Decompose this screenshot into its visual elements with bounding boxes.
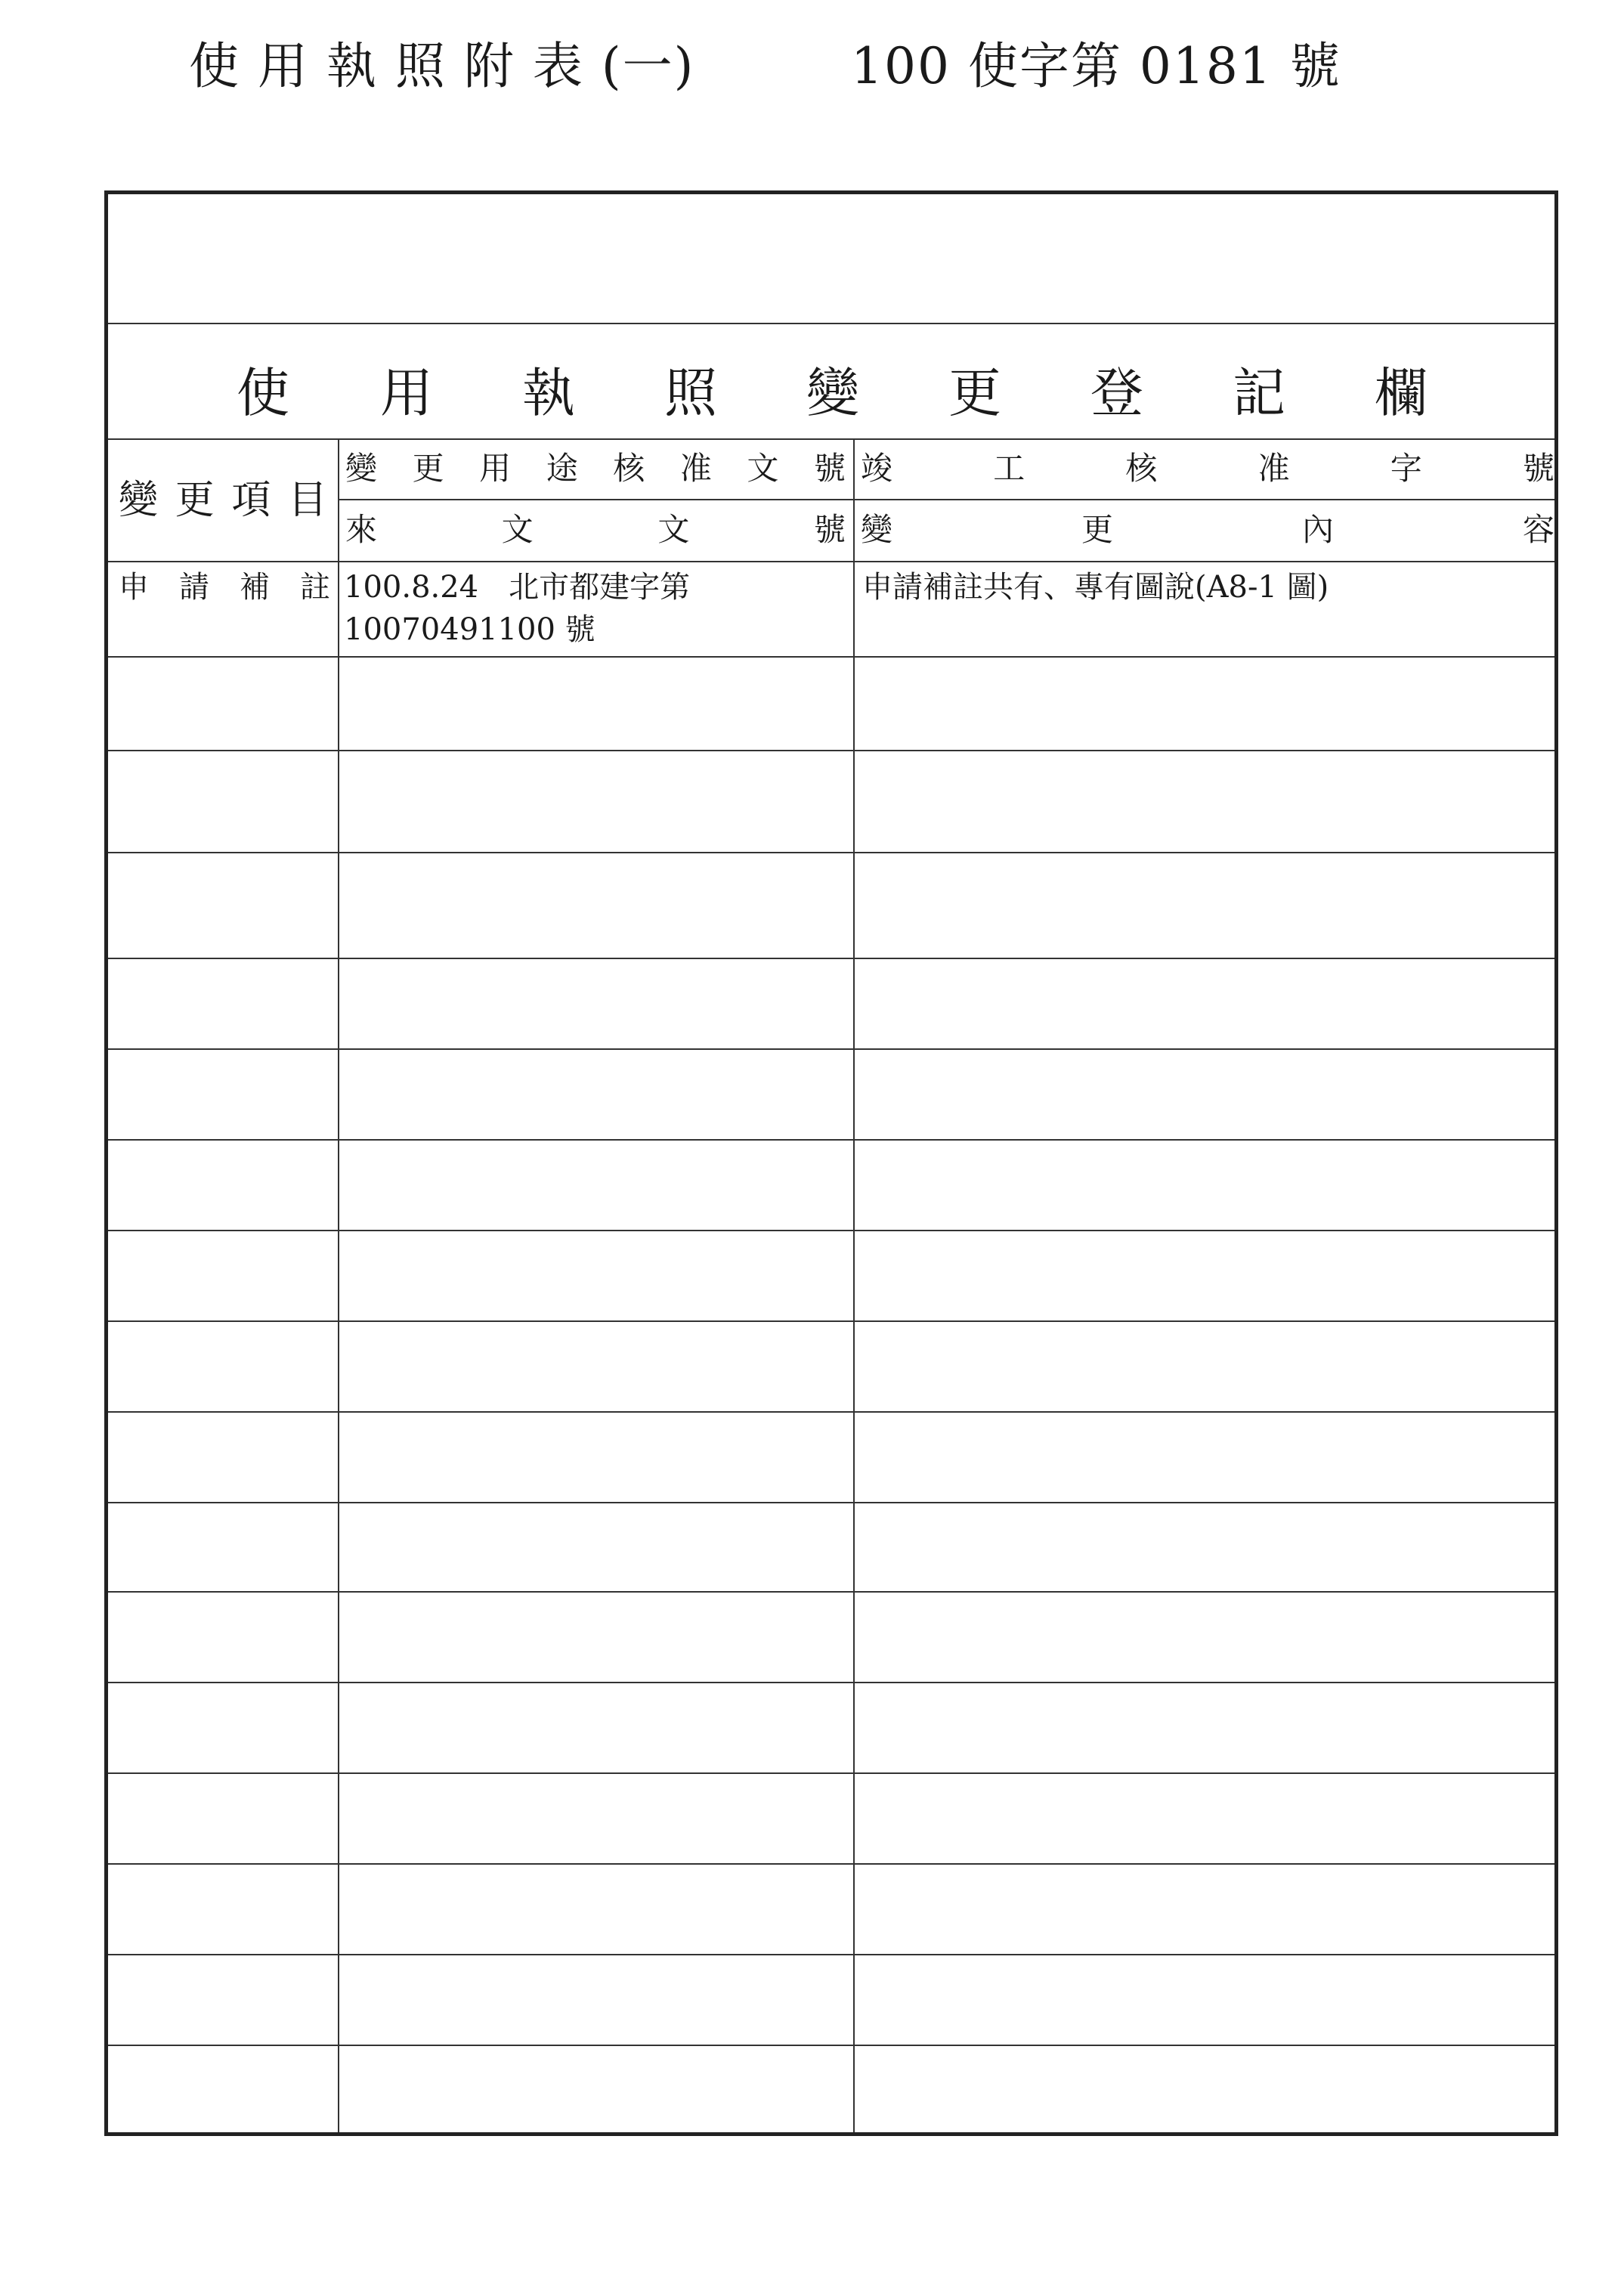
header-char: 途 xyxy=(546,450,578,487)
header-char: 文 xyxy=(501,511,534,548)
row-divider xyxy=(108,1954,1554,1955)
row-divider xyxy=(108,1682,1554,1683)
form-title-name: 使 用 執 照 附 表 (一) xyxy=(189,37,695,95)
header-char: 核 xyxy=(1125,450,1158,487)
subtitle-char: 執 xyxy=(522,362,575,424)
row-divider xyxy=(108,1411,1554,1413)
row-divider xyxy=(108,1320,1554,1322)
row-divider xyxy=(108,1502,1554,1503)
header-char: 來 xyxy=(345,511,378,548)
row-divider xyxy=(338,499,1554,500)
header-change-content xyxy=(861,509,1554,551)
row-divider xyxy=(108,1591,1554,1593)
row-divider xyxy=(108,750,1554,751)
header-change-item xyxy=(119,478,327,523)
header-incoming-doc xyxy=(345,509,846,551)
subtitle-char: 記 xyxy=(1233,362,1285,424)
entry-char: 註 xyxy=(300,570,330,605)
header-char: 竣 xyxy=(861,450,893,487)
subtitle-char: 欄 xyxy=(1375,362,1428,424)
subtitle-char: 變 xyxy=(806,362,859,424)
header-char: 字 xyxy=(1390,450,1422,487)
header-char: 工 xyxy=(993,450,1025,487)
row-divider xyxy=(108,958,1554,959)
form-subtitle xyxy=(108,355,1554,431)
header-char: 更 xyxy=(412,450,444,487)
header-char: 號 xyxy=(813,511,846,548)
row-divider xyxy=(108,1772,1554,1774)
header-char: 容 xyxy=(1522,511,1554,548)
row-divider xyxy=(108,1048,1554,1050)
header-char: 用 xyxy=(479,450,512,487)
header-completion-number xyxy=(861,447,1554,490)
header-char: 目 xyxy=(287,478,327,523)
row-divider xyxy=(108,1863,1554,1865)
header-char: 內 xyxy=(1301,511,1334,548)
header-char: 更 xyxy=(175,478,215,523)
entry-char: 請 xyxy=(179,570,209,605)
header-approval-doc xyxy=(345,447,846,490)
header-char: 准 xyxy=(679,450,712,487)
form-title xyxy=(0,29,1624,104)
entry-doc-line-1: 100.8.24 北市都建字第 xyxy=(344,570,691,605)
header-char: 項 xyxy=(231,478,271,523)
header-char: 變 xyxy=(119,478,159,523)
subtitle-char: 更 xyxy=(948,362,1001,424)
subtitle-char: 使 xyxy=(237,362,289,424)
header-char: 准 xyxy=(1257,450,1290,487)
header-char: 文 xyxy=(747,450,779,487)
entry-change-content: 申請補註共有、專有圖說(A8-1 圖) xyxy=(862,570,1329,605)
subtitle-char: 照 xyxy=(664,362,717,424)
form-title-number: 100 使字第 0181 號 xyxy=(851,37,1341,95)
header-char: 文 xyxy=(657,511,690,548)
row-divider xyxy=(108,2045,1554,2046)
row-divider xyxy=(108,1139,1554,1141)
entry-char: 補 xyxy=(240,570,270,605)
row-divider xyxy=(108,561,1554,562)
column-divider xyxy=(338,438,339,2132)
column-divider xyxy=(853,438,855,2132)
header-char: 號 xyxy=(813,450,846,487)
header-char: 核 xyxy=(613,450,645,487)
header-char: 號 xyxy=(1522,450,1554,487)
entry-char: 申 xyxy=(119,570,149,605)
header-char: 變 xyxy=(861,511,893,548)
row-divider xyxy=(108,852,1554,853)
subtitle-char: 登 xyxy=(1090,362,1143,424)
row-divider xyxy=(108,323,1554,324)
subtitle-char: 用 xyxy=(380,362,433,424)
header-char: 更 xyxy=(1081,511,1113,548)
header-char: 變 xyxy=(345,450,378,487)
entry-change-item xyxy=(119,566,330,608)
row-divider xyxy=(108,1230,1554,1231)
row-divider xyxy=(108,656,1554,658)
entry-doc-line-2: 10070491100 號 xyxy=(344,612,595,647)
row-divider xyxy=(108,438,1554,440)
form-table xyxy=(104,190,1558,2136)
